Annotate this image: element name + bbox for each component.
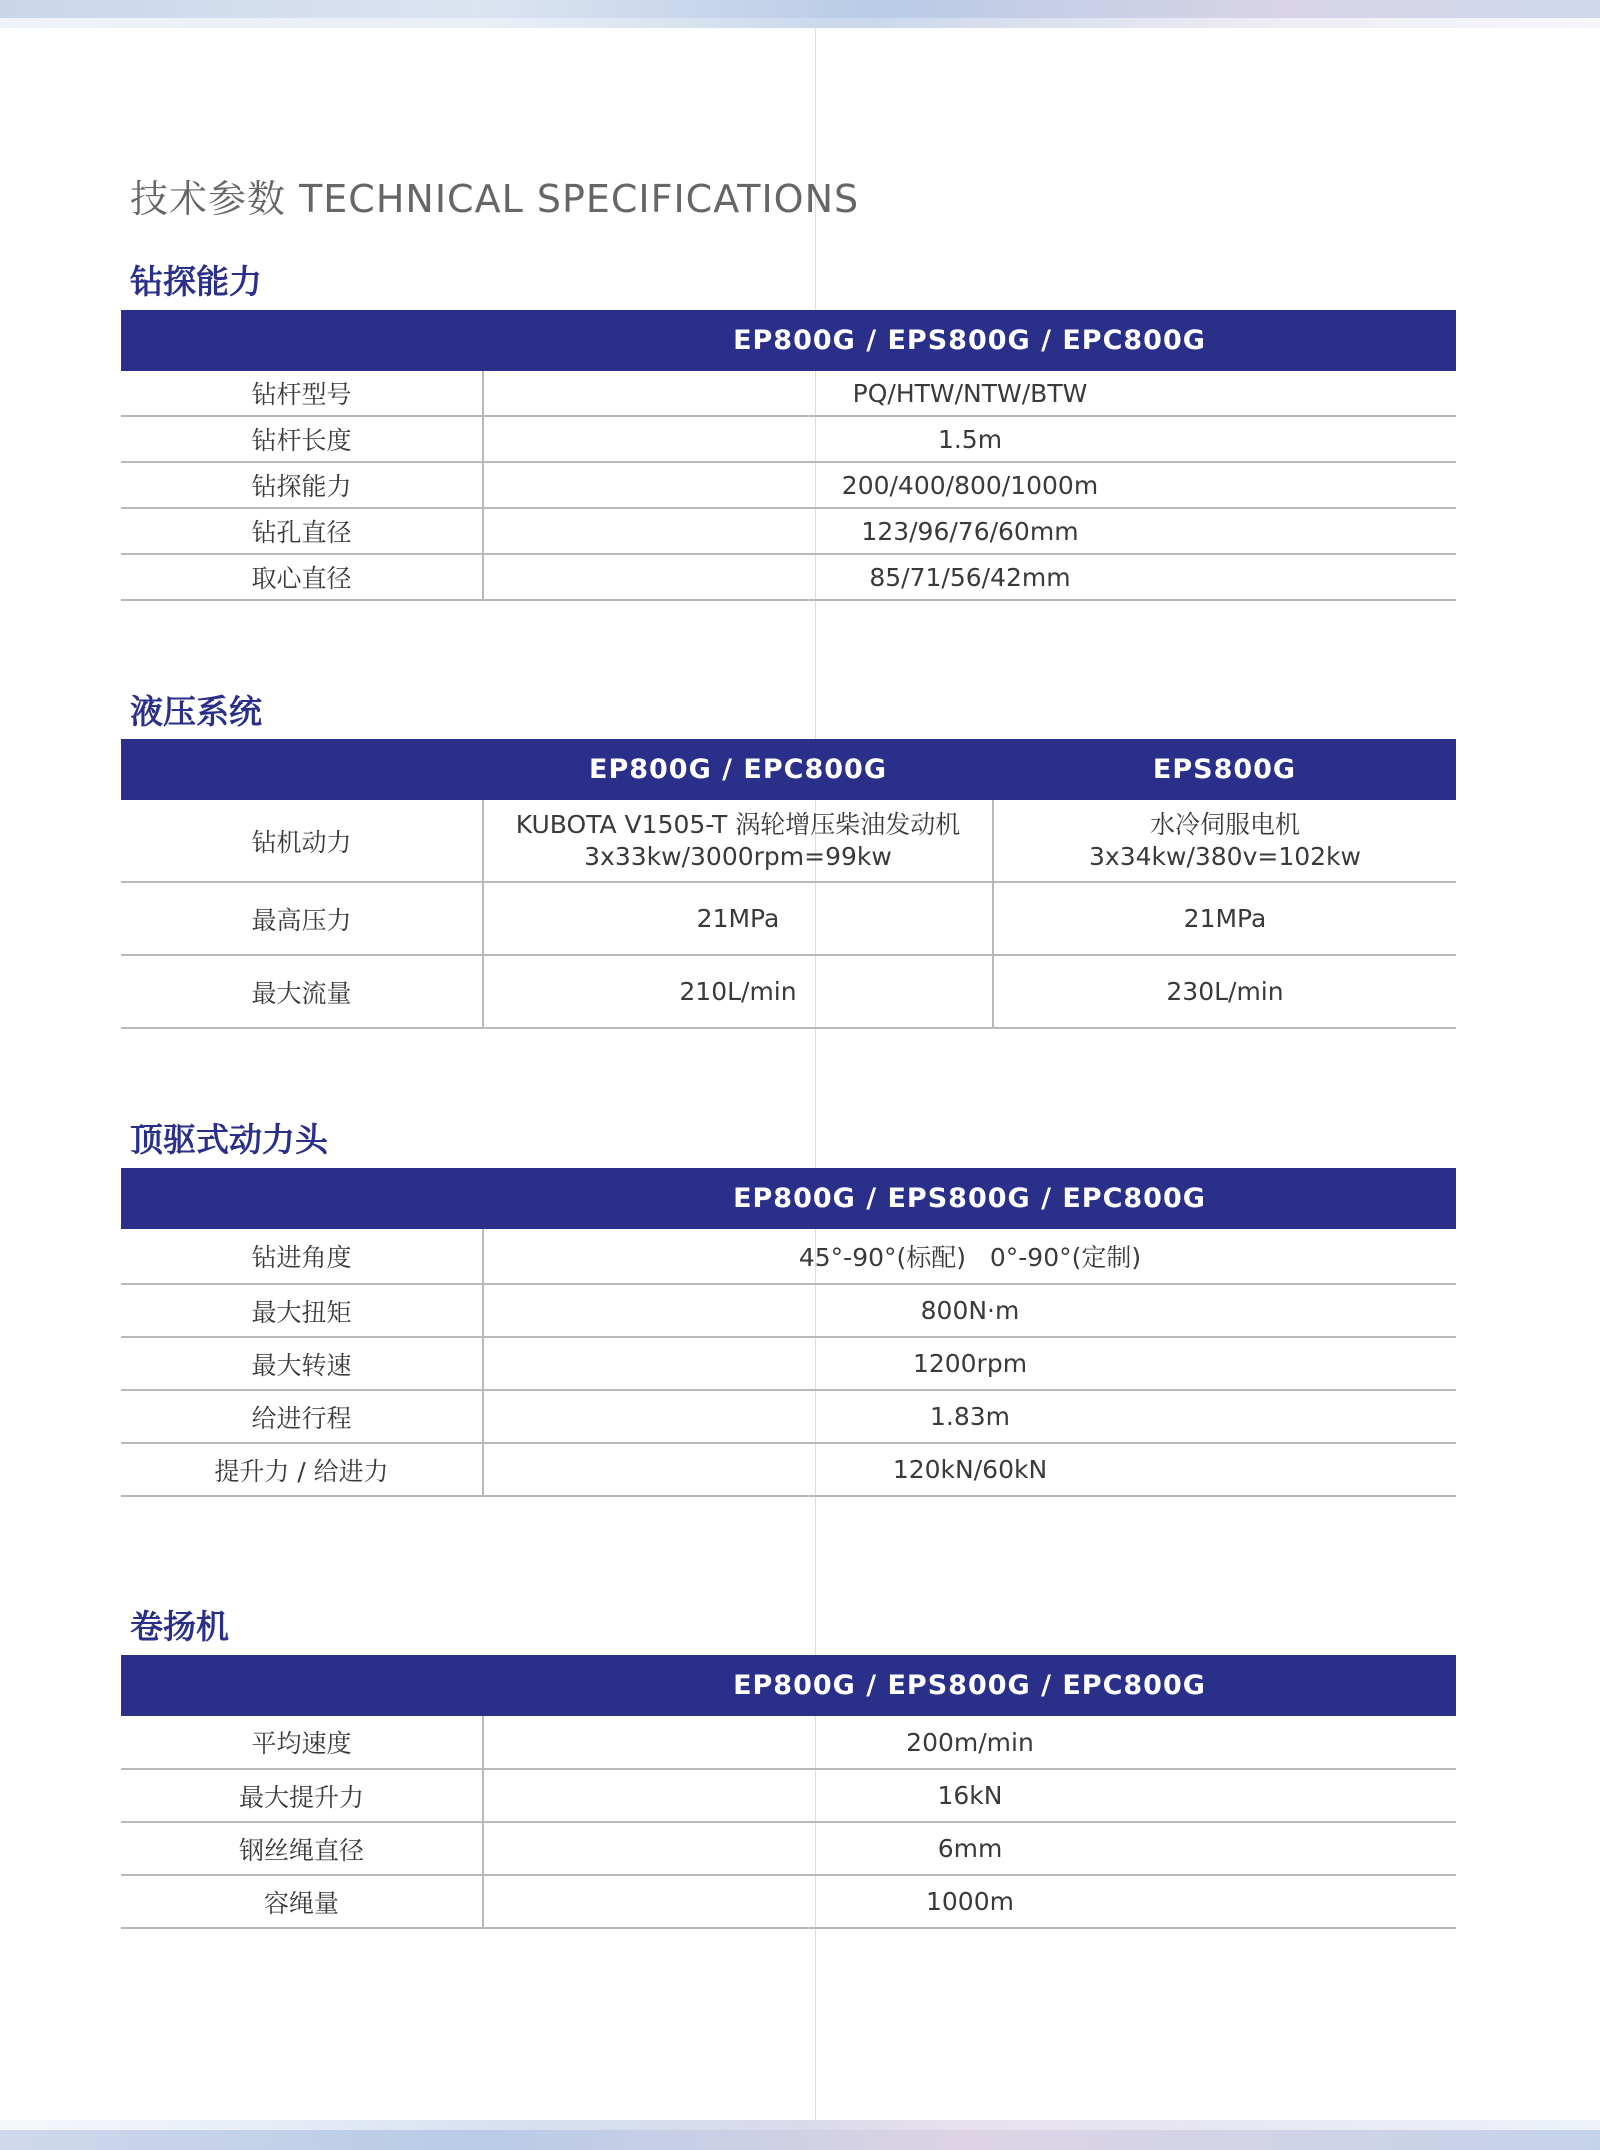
row-value: 1.83m [483, 1390, 1456, 1443]
table-row [121, 882, 1456, 955]
table-row [121, 1769, 1456, 1822]
section-title-drilling-capacity: 钻探能力 [130, 262, 262, 301]
row-label: 钻杆长度 [121, 416, 483, 462]
table-row [121, 1716, 1456, 1769]
row-value-right: 21MPa [993, 882, 1456, 955]
row-value: 16kN [483, 1769, 1456, 1822]
header-model-right: EPS800G [993, 739, 1456, 800]
table-row [121, 1390, 1456, 1443]
table-header-row [121, 739, 1456, 800]
table-header-row [121, 1655, 1456, 1716]
table-header-row [121, 310, 1456, 371]
row-label: 给进行程 [121, 1390, 483, 1443]
row-label: 钻杆型号 [121, 371, 483, 416]
winch-table [121, 1655, 1456, 1929]
table-row [121, 1822, 1456, 1875]
row-value: 1.5m [483, 416, 1456, 462]
table-row [121, 1229, 1456, 1284]
top-decorative-band [0, 0, 1600, 28]
value-line: 水冷伺服电机 [1149, 809, 1300, 839]
row-value-left [483, 800, 993, 882]
bottom-decorative-band [0, 2120, 1600, 2150]
row-value-right: 230L/min [993, 955, 1456, 1028]
header-empty-cell [121, 310, 483, 371]
row-label: 最高压力 [121, 882, 483, 955]
row-value: 120kN/60kN [483, 1443, 1456, 1496]
section-title-hydraulic-system: 液压系统 [130, 692, 262, 731]
value-line: 3x34kw/380v=102kw [1089, 841, 1361, 871]
value-line: 3x33kw/3000rpm=99kw [584, 841, 892, 871]
section-title-winch: 卷扬机 [130, 1607, 229, 1646]
row-value: 200m/min [483, 1716, 1456, 1769]
row-value-left: 21MPa [483, 882, 993, 955]
row-label: 钢丝绳直径 [121, 1822, 483, 1875]
row-label: 取心直径 [121, 554, 483, 600]
table-row [121, 1443, 1456, 1496]
table-row [121, 508, 1456, 554]
row-value: 45°-90°(标配) 0°-90°(定制) [483, 1229, 1456, 1284]
row-label: 钻探能力 [121, 462, 483, 508]
header-empty-cell [121, 739, 483, 800]
row-label: 容绳量 [121, 1875, 483, 1928]
row-label: 最大提升力 [121, 1769, 483, 1822]
table-row [121, 955, 1456, 1028]
row-label: 最大转速 [121, 1337, 483, 1390]
row-value-right [993, 800, 1456, 882]
table-row [121, 371, 1456, 416]
row-label: 平均速度 [121, 1716, 483, 1769]
row-value-left: 210L/min [483, 955, 993, 1028]
table-row [121, 1284, 1456, 1337]
row-value: PQ/HTW/NTW/BTW [483, 371, 1456, 416]
row-label: 最大流量 [121, 955, 483, 1028]
value-line: KUBOTA V1505-T 涡轮增压柴油发动机 [515, 809, 961, 839]
row-value: 85/71/56/42mm [483, 554, 1456, 600]
row-label: 钻孔直径 [121, 508, 483, 554]
row-value: 200/400/800/1000m [483, 462, 1456, 508]
row-value: 1000m [483, 1875, 1456, 1928]
section-title-top-drive-head: 顶驱式动力头 [130, 1120, 328, 1159]
hydraulic-system-table [121, 739, 1456, 1029]
drilling-capacity-table [121, 310, 1456, 601]
table-row [121, 462, 1456, 508]
row-value: 6mm [483, 1822, 1456, 1875]
header-model-cell: EP800G / EPS800G / EPC800G [483, 1168, 1456, 1229]
row-label: 最大扭矩 [121, 1284, 483, 1337]
row-label: 提升力 / 给进力 [121, 1443, 483, 1496]
header-model-cell: EP800G / EPS800G / EPC800G [483, 310, 1456, 371]
header-empty-cell [121, 1168, 483, 1229]
page-title: 技术参数 TECHNICAL SPECIFICATIONS [130, 177, 860, 221]
header-model-cell: EP800G / EPS800G / EPC800G [483, 1655, 1456, 1716]
table-row [121, 1875, 1456, 1928]
table-row [121, 416, 1456, 462]
top-drive-head-table [121, 1168, 1456, 1497]
row-value: 123/96/76/60mm [483, 508, 1456, 554]
table-row [121, 1337, 1456, 1390]
row-label: 钻机动力 [121, 800, 483, 882]
table-row [121, 554, 1456, 600]
table-row [121, 800, 1456, 882]
row-value: 1200rpm [483, 1337, 1456, 1390]
header-model-left: EP800G / EPC800G [483, 739, 993, 800]
header-empty-cell [121, 1655, 483, 1716]
row-value: 800N·m [483, 1284, 1456, 1337]
table-header-row [121, 1168, 1456, 1229]
row-label: 钻进角度 [121, 1229, 483, 1284]
